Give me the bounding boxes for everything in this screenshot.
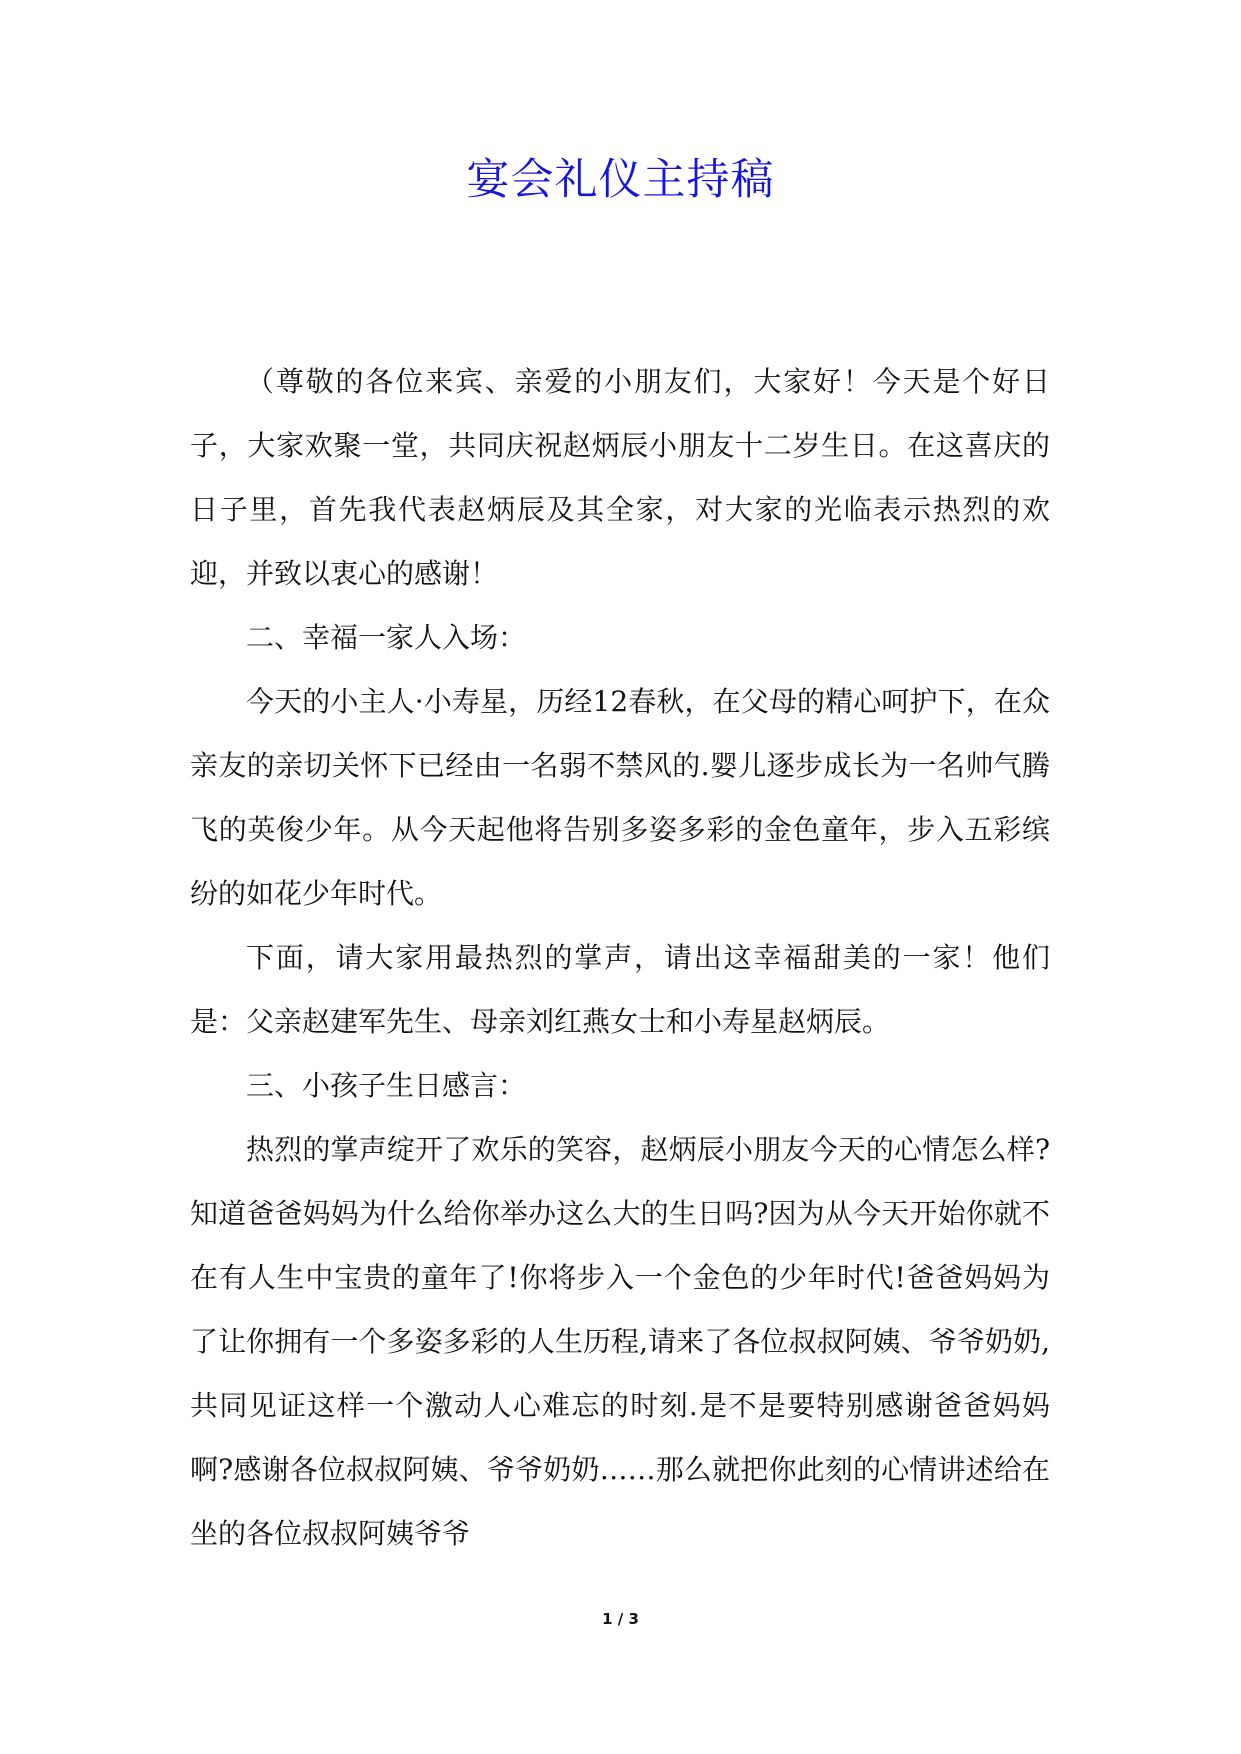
document-title: 宴会礼仪主持稿 — [466, 155, 775, 205]
paragraph-little-host: 今天的小主人·小寿星，历经12春秋，在父母的精心呵护下，在众亲友的亲切关怀下已经由一名弱不禁风的.婴儿逐步成长为一名帅气腾飞的英俊少年。从今天起他将告别多姿多彩的金色童年，步入五彩缤纷的如花少年时代。 — [190, 685, 1050, 910]
section-heading-family-entrance: 二、幸福一家人入场： — [246, 621, 527, 654]
paragraph-greeting: （尊敬的各位来宾、亲爱的小朋友们，大家好！今天是个好日子，大家欢聚一堂，共同庆祝赵炳辰小朋友十二岁生日。在这喜庆的日子里，首先我代表赵炳辰及其全家，对大家的光临表示热烈的欢迎，并致以衷心的感谢！ — [190, 365, 1050, 590]
document-body — [190, 350, 1050, 1566]
paragraph-applause-invite: 下面，请大家用最热烈的掌声，请出这幸福甜美的一家！他们是：父亲赵建军先生、母亲刘红燕女士和小寿星赵炳辰。 — [190, 941, 1050, 1038]
section-heading-birthday-speech: 三、小孩子生日感言： — [246, 1069, 527, 1102]
paragraph-birthday-speech: 热烈的掌声绽开了欢乐的笑容，赵炳辰小朋友今天的心情怎么样?知道爸爸妈妈为什么给你举办这么大的生日吗?因为从今天开始你就不在有人生中宝贵的童年了!你将步入一个金色的少年时代!爸爸妈妈为了让你拥有一个多姿多彩的人生历程,请来了各位叔叔阿姨、爷爷奶奶,共同见证这样一个激动人心难忘的时刻.是不是要特别感谢爸爸妈妈啊?感谢各位叔叔阿姨、爷爷奶奶……那么就把你此刻的心情讲述给在坐的各位叔叔阿姨爷爷 — [190, 1133, 1050, 1550]
page-number: 1 / 3 — [602, 1610, 639, 1628]
